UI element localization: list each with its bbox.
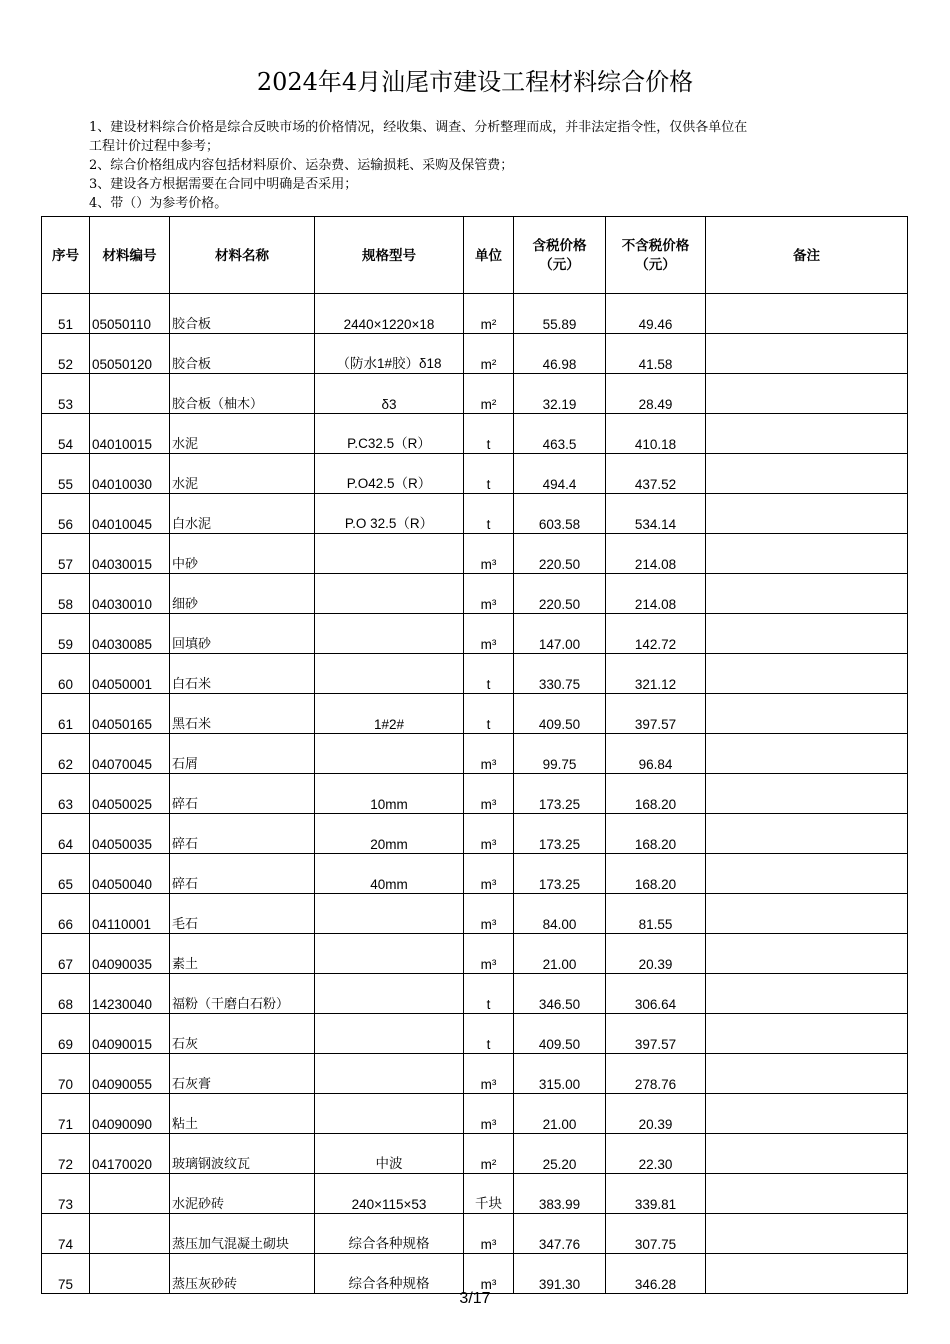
cell-price-incl: 391.30	[514, 1254, 606, 1294]
cell-remark	[706, 1054, 908, 1094]
cell-price-excl: 142.72	[606, 614, 706, 654]
cell-name: 石灰	[170, 1014, 315, 1054]
cell-price-incl: 220.50	[514, 574, 606, 614]
cell-price-excl: 534.14	[606, 494, 706, 534]
cell-price-excl: 22.30	[606, 1134, 706, 1174]
cell-price-excl: 168.20	[606, 814, 706, 854]
header-name: 材料名称	[170, 217, 315, 294]
cell-code: 04010015	[90, 414, 170, 454]
cell-unit: t	[464, 654, 514, 694]
cell-price-incl: 21.00	[514, 1094, 606, 1134]
cell-price-incl: 409.50	[514, 1014, 606, 1054]
cell-price-excl: 397.57	[606, 694, 706, 734]
cell-spec: δ3	[315, 374, 464, 414]
cell-price-incl: 21.00	[514, 934, 606, 974]
cell-code: 04030085	[90, 614, 170, 654]
cell-unit: m³	[464, 934, 514, 974]
cell-code	[90, 374, 170, 414]
table-row	[42, 814, 908, 854]
cell-price-incl: 409.50	[514, 694, 606, 734]
cell-name: 胶合板	[170, 294, 315, 334]
cell-spec	[315, 614, 464, 654]
cell-name: 粘土	[170, 1094, 315, 1134]
cell-price-incl: 173.25	[514, 814, 606, 854]
cell-spec: 综合各种规格	[315, 1214, 464, 1254]
cell-remark	[706, 534, 908, 574]
cell-seq: 58	[42, 574, 90, 614]
table-row	[42, 1014, 908, 1054]
cell-price-excl: 306.64	[606, 974, 706, 1014]
cell-seq: 59	[42, 614, 90, 654]
cell-remark	[706, 1134, 908, 1174]
header-remark: 备注	[706, 217, 908, 294]
note-line: 2、综合价格组成内容包括材料原价、运杂费、运输损耗、采购及保管费；	[89, 158, 514, 173]
cell-unit: t	[464, 454, 514, 494]
cell-name: 石屑	[170, 734, 315, 774]
cell-price-incl: 315.00	[514, 1054, 606, 1094]
cell-price-excl: 20.39	[606, 934, 706, 974]
cell-name: 白水泥	[170, 494, 315, 534]
cell-price-incl: 173.25	[514, 774, 606, 814]
table-row	[42, 1094, 908, 1134]
table-row	[42, 334, 908, 374]
cell-unit: m³	[464, 1094, 514, 1134]
cell-seq: 67	[42, 934, 90, 974]
header-price-excl-line1: 不含税价格	[621, 238, 690, 253]
cell-price-excl: 321.12	[606, 654, 706, 694]
cell-spec: 240×115×53	[315, 1174, 464, 1214]
cell-seq: 62	[42, 734, 90, 774]
cell-price-incl: 25.20	[514, 1134, 606, 1174]
cell-remark	[706, 854, 908, 894]
cell-price-incl: 46.98	[514, 334, 606, 374]
cell-code: 04170020	[90, 1134, 170, 1174]
cell-price-excl: 81.55	[606, 894, 706, 934]
note-line: 4、带（）为参考价格。	[89, 196, 228, 211]
cell-code: 04050025	[90, 774, 170, 814]
cell-name: 碎石	[170, 814, 315, 854]
cell-remark	[706, 1094, 908, 1134]
cell-price-incl: 347.76	[514, 1214, 606, 1254]
header-price-incl-line2: （元）	[539, 257, 580, 272]
cell-seq: 74	[42, 1214, 90, 1254]
cell-unit: t	[464, 494, 514, 534]
cell-code: 14230040	[90, 974, 170, 1014]
cell-remark	[706, 334, 908, 374]
cell-spec	[315, 1054, 464, 1094]
cell-code: 04090035	[90, 934, 170, 974]
cell-price-excl: 41.58	[606, 334, 706, 374]
cell-spec: P.O42.5（R）	[315, 454, 464, 494]
cell-seq: 65	[42, 854, 90, 894]
cell-price-incl: 383.99	[514, 1174, 606, 1214]
cell-unit: m²	[464, 294, 514, 334]
cell-name: 水泥	[170, 454, 315, 494]
cell-spec: 40mm	[315, 854, 464, 894]
table-row	[42, 414, 908, 454]
cell-seq: 55	[42, 454, 90, 494]
cell-name: 福粉（干磨白石粉）	[170, 974, 315, 1014]
cell-spec: 2440×1220×18	[315, 294, 464, 334]
header-price-incl	[514, 217, 606, 294]
cell-name: 水泥	[170, 414, 315, 454]
header-price-incl-line1: 含税价格	[532, 238, 587, 253]
cell-unit: m²	[464, 334, 514, 374]
cell-spec: P.C32.5（R）	[315, 414, 464, 454]
table-body	[42, 294, 908, 1294]
cell-code	[90, 1254, 170, 1294]
cell-price-incl: 346.50	[514, 974, 606, 1014]
header-seq: 序号	[42, 217, 90, 294]
cell-price-excl: 346.28	[606, 1254, 706, 1294]
cell-price-excl: 410.18	[606, 414, 706, 454]
cell-code: 04070045	[90, 734, 170, 774]
cell-code: 04050035	[90, 814, 170, 854]
cell-spec	[315, 654, 464, 694]
note-line: 3、建设各方根据需要在合同中明确是否采用；	[89, 177, 358, 192]
cell-unit: m³	[464, 894, 514, 934]
note-line: 工程计价过程中参考；	[89, 139, 220, 154]
cell-spec	[315, 734, 464, 774]
cell-name: 碎石	[170, 854, 315, 894]
cell-code: 04050165	[90, 694, 170, 734]
cell-name: 蒸压加气混凝土砌块	[170, 1214, 315, 1254]
cell-remark	[706, 414, 908, 454]
cell-unit: m²	[464, 1134, 514, 1174]
cell-seq: 69	[42, 1014, 90, 1054]
cell-price-excl: 214.08	[606, 574, 706, 614]
cell-name: 中砂	[170, 534, 315, 574]
cell-unit: m³	[464, 774, 514, 814]
cell-seq: 63	[42, 774, 90, 814]
cell-seq: 71	[42, 1094, 90, 1134]
cell-seq: 54	[42, 414, 90, 454]
cell-unit: t	[464, 414, 514, 454]
cell-code: 04030010	[90, 574, 170, 614]
cell-spec: 1#2#	[315, 694, 464, 734]
cell-spec: 20mm	[315, 814, 464, 854]
cell-price-excl: 96.84	[606, 734, 706, 774]
cell-remark	[706, 1214, 908, 1254]
cell-code: 05050110	[90, 294, 170, 334]
header-price-excl-line2: （元）	[635, 257, 676, 272]
cell-name: 胶合板（柚木）	[170, 374, 315, 414]
cell-unit: m²	[464, 374, 514, 414]
cell-name: 玻璃钢波纹瓦	[170, 1134, 315, 1174]
cell-price-incl: 32.19	[514, 374, 606, 414]
cell-price-excl: 214.08	[606, 534, 706, 574]
cell-remark	[706, 974, 908, 1014]
cell-name: 胶合板	[170, 334, 315, 374]
cell-unit: m³	[464, 1214, 514, 1254]
cell-spec: 10mm	[315, 774, 464, 814]
cell-unit: m³	[464, 534, 514, 574]
table-row	[42, 934, 908, 974]
cell-price-excl: 168.20	[606, 854, 706, 894]
cell-remark	[706, 454, 908, 494]
cell-unit: m³	[464, 614, 514, 654]
table-row	[42, 1174, 908, 1214]
header-unit: 单位	[464, 217, 514, 294]
table-row	[42, 654, 908, 694]
cell-name: 蒸压灰砂砖	[170, 1254, 315, 1294]
cell-remark	[706, 654, 908, 694]
table-header-row	[42, 217, 908, 294]
cell-price-incl: 99.75	[514, 734, 606, 774]
cell-unit: m³	[464, 814, 514, 854]
cell-remark	[706, 494, 908, 534]
price-table	[41, 216, 908, 1294]
cell-name: 回填砂	[170, 614, 315, 654]
cell-spec	[315, 894, 464, 934]
cell-seq: 56	[42, 494, 90, 534]
table-row	[42, 1214, 908, 1254]
table-row	[42, 1254, 908, 1294]
cell-name: 石灰膏	[170, 1054, 315, 1094]
cell-price-incl: 173.25	[514, 854, 606, 894]
cell-code: 04090015	[90, 1014, 170, 1054]
cell-code: 04110001	[90, 894, 170, 934]
cell-remark	[706, 734, 908, 774]
cell-name: 黑石米	[170, 694, 315, 734]
cell-seq: 68	[42, 974, 90, 1014]
note-line: 1、建设材料综合价格是综合反映市场的价格情况，经收集、调查、分析整理而成，并非法定指令性，仅供各单位在	[89, 120, 748, 135]
cell-price-excl: 168.20	[606, 774, 706, 814]
cell-spec: P.O 32.5（R）	[315, 494, 464, 534]
cell-spec	[315, 934, 464, 974]
cell-code: 04090055	[90, 1054, 170, 1094]
cell-name: 毛石	[170, 894, 315, 934]
cell-remark	[706, 1254, 908, 1294]
cell-unit: t	[464, 974, 514, 1014]
cell-price-incl: 463.5	[514, 414, 606, 454]
cell-price-excl: 307.75	[606, 1214, 706, 1254]
cell-price-incl: 220.50	[514, 534, 606, 574]
cell-price-excl: 20.39	[606, 1094, 706, 1134]
cell-spec	[315, 974, 464, 1014]
cell-name: 白石米	[170, 654, 315, 694]
cell-code: 04050040	[90, 854, 170, 894]
cell-unit: t	[464, 694, 514, 734]
table-row	[42, 494, 908, 534]
cell-remark	[706, 694, 908, 734]
cell-spec	[315, 1094, 464, 1134]
cell-seq: 60	[42, 654, 90, 694]
cell-price-excl: 278.76	[606, 1054, 706, 1094]
cell-price-excl: 437.52	[606, 454, 706, 494]
notes	[89, 118, 879, 213]
table-row	[42, 614, 908, 654]
cell-code: 05050120	[90, 334, 170, 374]
cell-unit: m³	[464, 574, 514, 614]
cell-price-incl: 55.89	[514, 294, 606, 334]
cell-seq: 52	[42, 334, 90, 374]
page-title: 2024年4月汕尾市建设工程材料综合价格	[256, 68, 694, 96]
cell-remark	[706, 574, 908, 614]
table-row	[42, 294, 908, 334]
cell-seq: 73	[42, 1174, 90, 1214]
cell-name: 素土	[170, 934, 315, 974]
table-row	[42, 694, 908, 734]
table-row	[42, 854, 908, 894]
header-code: 材料编号	[90, 217, 170, 294]
table-row	[42, 734, 908, 774]
cell-price-excl: 339.81	[606, 1174, 706, 1214]
cell-code	[90, 1214, 170, 1254]
cell-price-incl: 494.4	[514, 454, 606, 494]
cell-spec	[315, 1014, 464, 1054]
header-price-excl	[606, 217, 706, 294]
cell-spec	[315, 534, 464, 574]
cell-seq: 51	[42, 294, 90, 334]
cell-code	[90, 1174, 170, 1214]
cell-spec: 中波	[315, 1134, 464, 1174]
cell-seq: 61	[42, 694, 90, 734]
cell-seq: 72	[42, 1134, 90, 1174]
cell-remark	[706, 294, 908, 334]
cell-remark	[706, 814, 908, 854]
cell-code: 04010030	[90, 454, 170, 494]
header-spec: 规格型号	[315, 217, 464, 294]
table-row	[42, 894, 908, 934]
cell-price-incl: 603.58	[514, 494, 606, 534]
cell-seq: 64	[42, 814, 90, 854]
cell-remark	[706, 1174, 908, 1214]
cell-unit: m³	[464, 854, 514, 894]
cell-name: 碎石	[170, 774, 315, 814]
cell-remark	[706, 614, 908, 654]
table-row	[42, 1134, 908, 1174]
cell-seq: 70	[42, 1054, 90, 1094]
cell-spec	[315, 574, 464, 614]
cell-price-incl: 84.00	[514, 894, 606, 934]
cell-spec: （防水1#胶）δ18	[315, 334, 464, 374]
cell-seq: 57	[42, 534, 90, 574]
cell-code: 04090090	[90, 1094, 170, 1134]
cell-price-excl: 49.46	[606, 294, 706, 334]
table-row	[42, 974, 908, 1014]
cell-code: 04030015	[90, 534, 170, 574]
cell-unit: m³	[464, 734, 514, 774]
cell-unit: 千块	[464, 1174, 514, 1214]
cell-price-incl: 147.00	[514, 614, 606, 654]
cell-price-excl: 397.57	[606, 1014, 706, 1054]
cell-seq: 53	[42, 374, 90, 414]
cell-name: 水泥砂砖	[170, 1174, 315, 1214]
cell-code: 04050001	[90, 654, 170, 694]
table-row	[42, 454, 908, 494]
cell-price-excl: 28.49	[606, 374, 706, 414]
cell-unit: m³	[464, 1254, 514, 1294]
cell-remark	[706, 1014, 908, 1054]
cell-seq: 75	[42, 1254, 90, 1294]
cell-remark	[706, 774, 908, 814]
table-row	[42, 1054, 908, 1094]
cell-seq: 66	[42, 894, 90, 934]
cell-name: 细砂	[170, 574, 315, 614]
table-row	[42, 574, 908, 614]
table-row	[42, 374, 908, 414]
cell-unit: t	[464, 1014, 514, 1054]
cell-remark	[706, 894, 908, 934]
table-row	[42, 774, 908, 814]
cell-price-incl: 330.75	[514, 654, 606, 694]
cell-spec: 综合各种规格	[315, 1254, 464, 1294]
cell-remark	[706, 934, 908, 974]
table-row	[42, 534, 908, 574]
cell-unit: m³	[464, 1054, 514, 1094]
page-number: 3/17	[459, 1290, 491, 1307]
cell-code: 04010045	[90, 494, 170, 534]
cell-remark	[706, 374, 908, 414]
